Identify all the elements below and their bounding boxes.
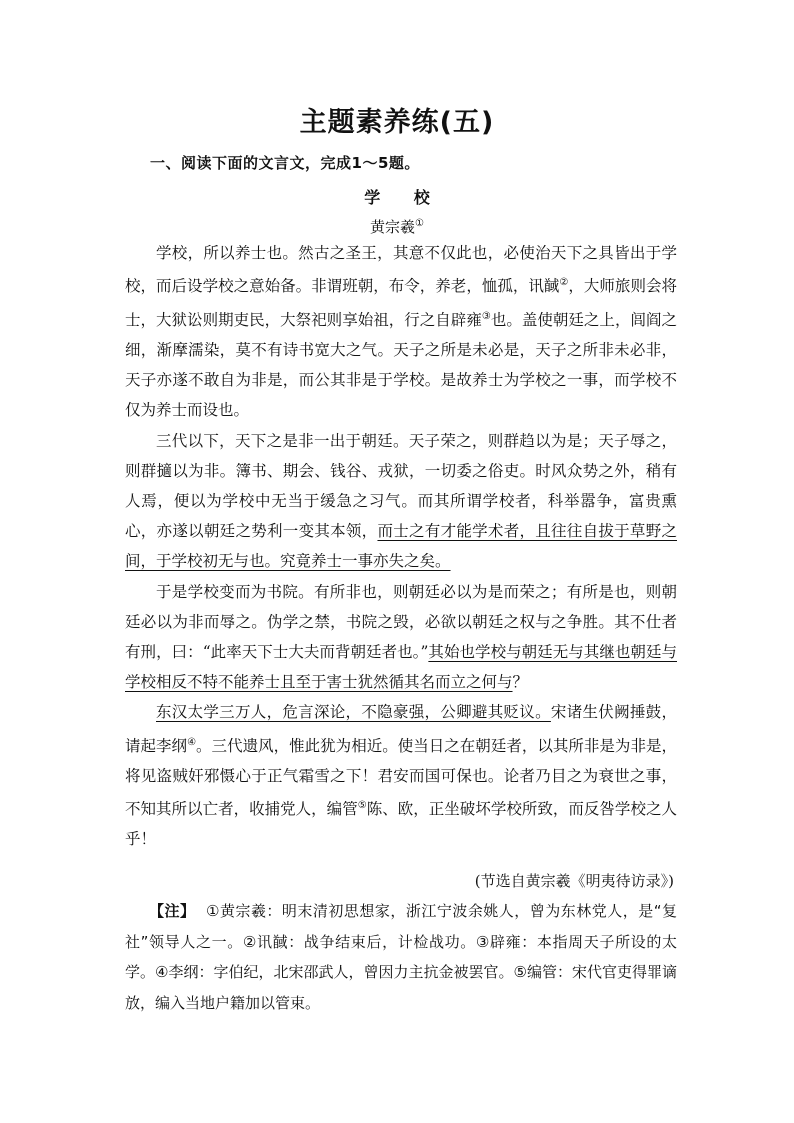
paragraph-1-text-c: 也。盖使朝廷之上，闾阎之细，渐摩濡染，莫不有诗书宽大之气。天子之所是未必是，天子之所非未必非，天子亦遂不敢自为非是，而公其非是于学校。是故养士为学校之一事，而学校不仅为养士而设也。 <box>125 310 677 420</box>
footnote-mark-5: ⑤ <box>357 800 367 812</box>
paragraph-2-text: 三代以下，天下之是非一出于朝廷。天子荣之，则群趋以为是；天子辱之，则群擿以为非。簿书、期会、钱谷、戎狱，一切委之俗吏。时风众势之外，稍有人焉，便以为学校中无当于缓急之习气。而其所谓学校者，科举嚣争，富贵熏心，亦遂以朝廷之势利一变其本领， <box>125 431 677 541</box>
footnote-mark-3: ③ <box>481 310 491 322</box>
paragraph-4-text-c: 陈、欧，正坐破坏学校所致，而反咎学校之人乎！ <box>125 800 677 849</box>
paragraph-1-text-a: 学校，所以养士也。然古之圣王，其意不仅此也，必使治天下之具皆出于学校，而后设学校之意始备。非谓班朝，布令，养老，恤孤，讯馘 <box>125 244 677 296</box>
notes-label: 【注】 <box>149 902 196 920</box>
paragraph-4-text-b: 。三代遗风，惟此犹为相近。使当日之在朝廷者，以其所非是为非是，将见盗贼奸邪慑心于正气霜雪之下！君安而国可保也。论者乃目之为衰世之事，不知其所以亡者，收捕党人，编管 <box>125 736 677 819</box>
paragraph-3-end-mark: ？ <box>512 673 529 692</box>
notes-paragraph <box>125 896 677 1018</box>
footnote-mark-1: ① <box>415 218 424 229</box>
author-line <box>0 216 794 237</box>
paragraph-4-underlined-sentence: 东汉太学三万人，危言深论，不隐豪强，公卿避其贬议。 <box>156 703 551 722</box>
paragraph-4-text-a: 宋诸生伏阙捶鼓，请起李纲 <box>125 703 677 755</box>
notes-section <box>125 896 677 1018</box>
essay-title: 学 校 <box>364 188 444 207</box>
author-name: 黄宗羲 <box>370 218 416 236</box>
paragraph-2 <box>125 426 677 577</box>
notes-text: ①黄宗羲：明末清初思想家，浙江宁波余姚人，曾为东林党人，是“复社”领导人之一。②讯馘：战争结束后，计检战功。③辟雍：本指周天子所设的太学。④李纲：字伯纪，北宋邵武人，曾因力主抗金被罢官。⑤编管：宋代官吏得罪谪放，编入当地户籍加以管束。 <box>125 902 677 1012</box>
paragraph-3-underlined-sentence: 其始也学校与朝廷无与其继也朝廷与学校相反不特不能养士且至于害士犹然循其名而立之何与 <box>125 642 677 692</box>
paragraph-1-text-b: ，大师旅则会将士，大狱讼则期吏民，大祭祀则享始祖，行之自辟雍 <box>125 277 677 329</box>
essay-body <box>125 238 677 855</box>
page-title: 主题素养练(五) <box>299 107 495 138</box>
footnote-mark-2: ② <box>559 277 569 289</box>
source-citation: (节选自黄宗羲《明夷待访录》) <box>474 872 674 890</box>
question-instruction: 一、阅读下面的文言文，完成1～5题。 <box>150 154 420 172</box>
paragraph-3-text: 于是学校变而为书院。有所非也，则朝廷必以为是而荣之；有所是也，则朝廷必以为非而辱之。伪学之禁，书院之毁，必欲以朝廷之权与之争胜。其不仕者有刑，曰：“此率天下士大夫而背朝廷者也。” <box>125 582 677 661</box>
paragraph-4 <box>125 697 677 854</box>
paragraph-1 <box>125 238 677 426</box>
paragraph-2-underlined-sentence: 而士之有才能学术者，且往往自拔于草野之间，于学校初无与也。究竟养士一事亦失之矣。 <box>125 522 677 571</box>
footnote-mark-4: ④ <box>187 736 197 748</box>
paragraph-3 <box>125 577 677 698</box>
